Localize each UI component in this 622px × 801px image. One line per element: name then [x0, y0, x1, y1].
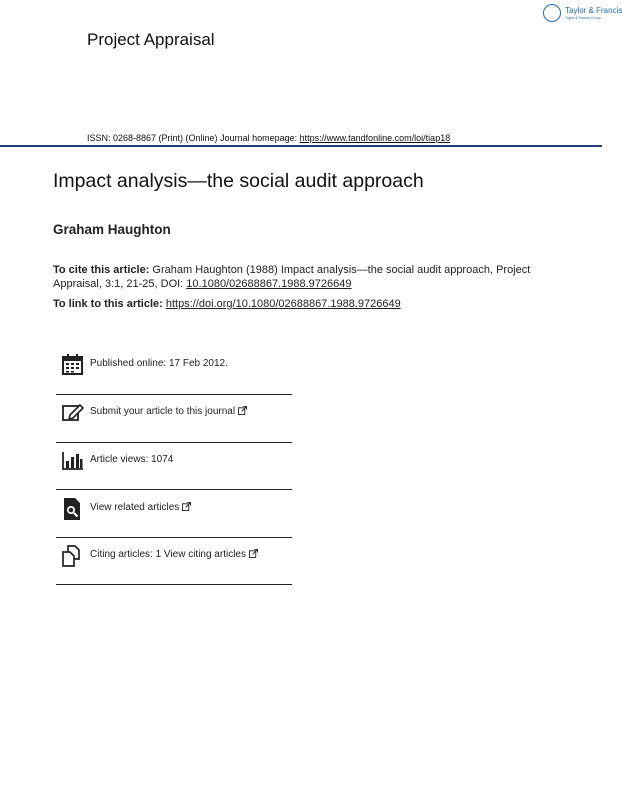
bar-chart-icon — [62, 450, 84, 472]
issn-text: ISSN: 0268-8867 (Print) (Online) Journal homepage: — [87, 133, 300, 143]
article-author: Graham Haughton — [53, 222, 171, 237]
related-articles-link[interactable] — [90, 502, 191, 513]
published-date: Published online: 17 Feb 2012. — [90, 358, 228, 369]
citing-documents-icon — [62, 545, 84, 567]
submit-article-label: Submit your article to this journal — [90, 406, 236, 417]
cite-text: Graham Haughton (1988) Impact analysis—the social audit approach, Project Appraisal, 3:1, 21-25, DOI: — [53, 264, 531, 290]
publisher-logo[interactable] — [543, 3, 622, 25]
external-link-icon — [182, 502, 191, 511]
citation-block — [53, 263, 573, 291]
related-articles-row[interactable] — [56, 498, 292, 544]
edit-icon — [62, 402, 84, 424]
submit-article-row[interactable] — [56, 402, 292, 448]
calendar-icon — [62, 354, 84, 376]
divider — [56, 442, 292, 443]
article-views-row — [56, 450, 292, 496]
divider — [56, 537, 292, 538]
article-title: Impact analysis—the social audit approach — [53, 170, 424, 192]
external-link-icon — [238, 406, 247, 415]
document-search-icon — [62, 498, 84, 520]
submit-article-link[interactable] — [90, 406, 247, 417]
divider — [56, 489, 292, 490]
divider — [56, 584, 292, 585]
logo-circle-icon — [543, 4, 561, 22]
cite-label: To cite this article: — [53, 264, 150, 276]
doi-link[interactable]: 10.1080/02688867.1988.9726649 — [186, 278, 352, 290]
article-doi-url[interactable]: https://doi.org/10.1080/02688867.1988.9726649 — [165, 298, 401, 310]
citing-articles-row[interactable] — [56, 545, 292, 591]
related-articles-label: View related articles — [90, 502, 180, 513]
article-link-line — [53, 298, 401, 310]
external-link-icon — [249, 549, 258, 558]
citing-articles-link[interactable] — [90, 549, 258, 560]
journal-name: Project Appraisal — [87, 30, 215, 49]
article-views: Article views: 1074 — [90, 454, 174, 465]
logo-subtext: Taylor & Francis Group — [565, 16, 601, 20]
citing-articles-label: Citing articles: 1 View citing articles — [90, 549, 246, 560]
header-divider — [0, 145, 602, 147]
link-label: To link to this article: — [53, 298, 166, 310]
journal-homepage-link[interactable]: https://www.tandfonline.com/loi/tiap18 — [299, 133, 451, 143]
logo-text: Taylor & Francis — [565, 6, 622, 15]
divider — [56, 394, 292, 395]
published-row — [56, 354, 292, 400]
issn-line — [87, 133, 450, 143]
